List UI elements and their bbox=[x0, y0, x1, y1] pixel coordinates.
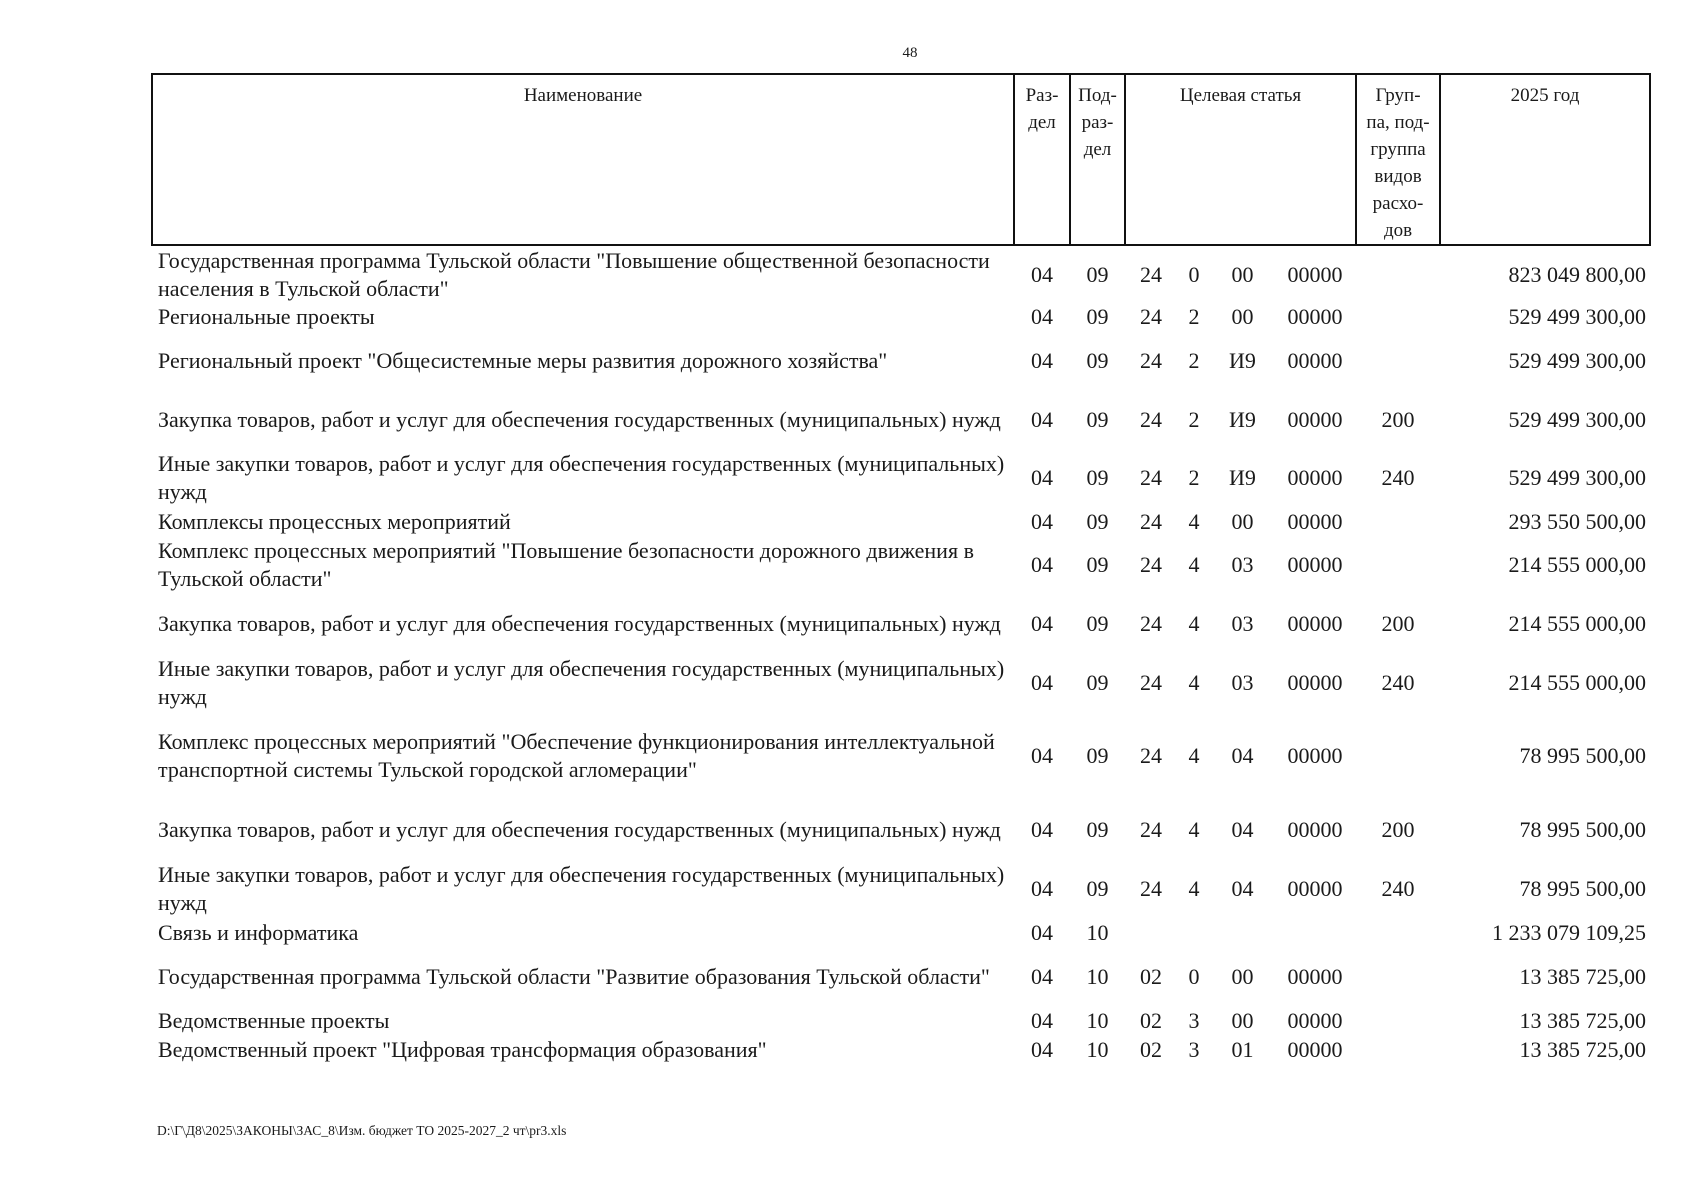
row-direction-code: 00000 bbox=[1287, 1007, 1343, 1033]
row-program-code bbox=[1125, 918, 1177, 947]
row-expense-group bbox=[1356, 947, 1440, 1006]
row-subprogram-code: 4 bbox=[1188, 610, 1200, 636]
row-program-code: 02 bbox=[1140, 1036, 1162, 1062]
row-name: Государственная программа Тульской области "Развитие образования Тульской области" bbox=[158, 963, 990, 989]
table-row bbox=[152, 390, 1650, 449]
row-name: Комплекс процессных мероприятий "Обеспечение функционирования интеллектуальной транспортной системы Тульской городской агломерации" bbox=[158, 729, 995, 782]
table-row bbox=[152, 947, 1650, 1006]
row-subprogram-code: 2 bbox=[1188, 406, 1200, 432]
header-section: Раз- дел bbox=[1014, 74, 1070, 245]
row-expense-group bbox=[1356, 536, 1440, 594]
row-subsection: 09 bbox=[1086, 508, 1109, 534]
row-subprogram-code: 3 bbox=[1188, 1036, 1200, 1062]
row-program-code: 24 bbox=[1140, 875, 1162, 901]
page-number: 48 bbox=[902, 45, 918, 61]
row-program-code: 24 bbox=[1140, 816, 1162, 842]
row-amount: 529 499 300,00 bbox=[1508, 465, 1647, 490]
row-expense-group bbox=[1356, 1006, 1440, 1035]
row-subprogram-code: 4 bbox=[1188, 508, 1200, 534]
row-expense-group bbox=[1356, 507, 1440, 536]
row-name: Закупка товаров, работ и услуг для обеспечения государственных (муниципальных) нужд bbox=[158, 816, 1001, 842]
row-subsection: 10 bbox=[1086, 1036, 1109, 1062]
row-subprogram-code: 0 bbox=[1188, 261, 1200, 287]
table-row bbox=[152, 331, 1650, 390]
table-row bbox=[152, 800, 1650, 859]
row-subsection: 09 bbox=[1086, 743, 1109, 768]
row-subprogram-code: 0 bbox=[1188, 963, 1200, 989]
table-row bbox=[152, 507, 1650, 536]
row-subsection: 09 bbox=[1086, 552, 1109, 577]
row-subsection: 09 bbox=[1086, 347, 1109, 373]
row-event-code: 00 bbox=[1231, 304, 1254, 329]
row-subsection: 10 bbox=[1086, 1007, 1109, 1033]
table-row bbox=[152, 1035, 1650, 1064]
table-row bbox=[152, 1006, 1650, 1035]
table-row bbox=[152, 536, 1650, 594]
footer-file-path: D:\Г\Д8\2025\ЗАКОНЫ\ЗАС_8\Изм. бюджет ТО 2025-2027_2 чт\pr3.xls bbox=[157, 1123, 567, 1138]
row-subprogram-code: 2 bbox=[1188, 304, 1200, 329]
row-amount: 78 995 500,00 bbox=[1519, 743, 1647, 768]
table-row bbox=[152, 653, 1650, 712]
row-event-code: 00 bbox=[1231, 508, 1254, 534]
row-direction-code: 00000 bbox=[1287, 508, 1343, 534]
row-name: Ведомственные проекты bbox=[158, 1007, 390, 1033]
header-target-article: Целевая статья bbox=[1125, 74, 1356, 245]
row-expense-group bbox=[1356, 303, 1440, 331]
row-direction-code: 00000 bbox=[1287, 406, 1343, 432]
row-subsection: 09 bbox=[1086, 875, 1109, 901]
row-name: Закупка товаров, работ и услуг для обеспечения государственных (муниципальных) нужд bbox=[158, 406, 1001, 432]
header-subsection: Под- раз- дел bbox=[1070, 74, 1125, 245]
row-name: Региональный проект "Общесистемные меры развития дорожного хозяйства" bbox=[158, 347, 888, 373]
table-row bbox=[152, 918, 1650, 947]
row-expense-group: 200 bbox=[1381, 816, 1415, 842]
row-subprogram-code: 4 bbox=[1188, 552, 1200, 577]
row-section: 04 bbox=[1031, 1036, 1053, 1062]
row-name: Комплекс процессных мероприятий "Повышение безопасности дорожного движения в Тульской области" bbox=[158, 538, 974, 591]
row-direction-code: 00000 bbox=[1287, 1036, 1343, 1062]
row-subprogram-code: 2 bbox=[1188, 465, 1200, 490]
row-program-code: 24 bbox=[1140, 552, 1162, 577]
row-amount: 13 385 725,00 bbox=[1519, 1036, 1647, 1062]
row-section: 04 bbox=[1031, 261, 1053, 287]
row-event-code: 00 bbox=[1231, 1007, 1254, 1033]
row-subsection: 10 bbox=[1086, 963, 1109, 989]
row-section: 04 bbox=[1031, 743, 1053, 768]
row-program-code: 02 bbox=[1140, 1007, 1162, 1033]
header-name: Наименование bbox=[152, 74, 1014, 245]
row-event-code: И9 bbox=[1229, 347, 1256, 373]
budget-table bbox=[151, 73, 1651, 1064]
table-row bbox=[152, 245, 1650, 303]
row-subsection: 09 bbox=[1086, 304, 1109, 329]
row-event-code: И9 bbox=[1229, 465, 1256, 490]
row-amount: 13 385 725,00 bbox=[1519, 963, 1647, 989]
row-name: Связь и информатика bbox=[158, 919, 359, 945]
row-expense-group bbox=[1356, 331, 1440, 390]
row-program-code: 24 bbox=[1140, 669, 1162, 695]
row-program-code: 24 bbox=[1140, 347, 1162, 373]
header-year: 2025 год bbox=[1440, 74, 1650, 245]
row-expense-group bbox=[1356, 1035, 1440, 1064]
row-section: 04 bbox=[1031, 963, 1053, 989]
row-program-code: 24 bbox=[1140, 406, 1162, 432]
row-direction-code: 00000 bbox=[1287, 347, 1343, 373]
row-direction-code: 00000 bbox=[1287, 552, 1343, 577]
row-expense-group bbox=[1356, 712, 1440, 800]
row-subsection: 09 bbox=[1086, 816, 1109, 842]
row-subsection: 09 bbox=[1086, 406, 1109, 432]
row-subprogram-code: 3 bbox=[1188, 1007, 1200, 1033]
row-expense-group bbox=[1356, 245, 1440, 303]
row-section: 04 bbox=[1031, 508, 1053, 534]
row-direction-code: 00000 bbox=[1287, 610, 1343, 636]
row-subprogram-code: 2 bbox=[1188, 347, 1200, 373]
row-event-code: 04 bbox=[1231, 743, 1254, 768]
row-direction-code: 00000 bbox=[1287, 669, 1343, 695]
row-amount: 214 555 000,00 bbox=[1508, 552, 1647, 577]
row-section: 04 bbox=[1031, 1007, 1053, 1033]
row-program-code: 24 bbox=[1140, 261, 1162, 287]
row-expense-group: 240 bbox=[1381, 465, 1415, 490]
row-section: 04 bbox=[1031, 406, 1053, 432]
row-event-code: 01 bbox=[1231, 1036, 1254, 1062]
row-event-code bbox=[1211, 918, 1274, 947]
row-subprogram-code: 4 bbox=[1188, 875, 1200, 901]
row-subsection: 09 bbox=[1086, 669, 1109, 695]
row-direction-code bbox=[1274, 918, 1356, 947]
row-event-code: 00 bbox=[1231, 261, 1254, 287]
row-expense-group: 200 bbox=[1381, 610, 1415, 636]
header-expense-group: Груп- па, под- группа видов расхо- дов bbox=[1356, 74, 1440, 245]
row-program-code: 24 bbox=[1140, 508, 1162, 534]
row-program-code: 24 bbox=[1140, 304, 1162, 329]
row-section: 04 bbox=[1031, 465, 1053, 490]
row-subsection: 09 bbox=[1086, 610, 1109, 636]
row-program-code: 24 bbox=[1140, 465, 1162, 490]
row-section: 04 bbox=[1031, 816, 1053, 842]
table-row bbox=[152, 859, 1650, 918]
row-name: Комплексы процессных мероприятий bbox=[158, 508, 511, 534]
row-subprogram-code: 4 bbox=[1188, 669, 1200, 695]
row-expense-group: 200 bbox=[1381, 406, 1415, 432]
table-row bbox=[152, 449, 1650, 507]
row-expense-group bbox=[1356, 918, 1440, 947]
row-section: 04 bbox=[1031, 919, 1053, 945]
row-name: Иные закупки товаров, работ и услуг для обеспечения государственных (муниципальных) нужд bbox=[158, 655, 1005, 709]
row-amount: 1 233 079 109,25 bbox=[1492, 919, 1647, 945]
row-program-code: 24 bbox=[1140, 743, 1162, 768]
row-section: 04 bbox=[1031, 669, 1053, 695]
row-amount: 529 499 300,00 bbox=[1508, 347, 1647, 373]
table-header bbox=[152, 74, 1650, 245]
row-amount: 78 995 500,00 bbox=[1519, 816, 1647, 842]
row-amount: 78 995 500,00 bbox=[1519, 875, 1647, 901]
row-name: Ведомственный проект "Цифровая трансформация образования" bbox=[158, 1036, 767, 1062]
row-section: 04 bbox=[1031, 347, 1053, 373]
row-amount: 823 049 800,00 bbox=[1508, 261, 1647, 287]
row-subprogram-code bbox=[1177, 918, 1211, 947]
row-direction-code: 00000 bbox=[1287, 963, 1343, 989]
table-row bbox=[152, 594, 1650, 653]
row-expense-group: 240 bbox=[1381, 669, 1415, 695]
row-event-code: 00 bbox=[1231, 963, 1254, 989]
table-row bbox=[152, 303, 1650, 331]
row-event-code: 03 bbox=[1231, 669, 1254, 695]
row-direction-code: 00000 bbox=[1287, 875, 1343, 901]
row-event-code: И9 bbox=[1229, 406, 1256, 432]
row-subsection: 09 bbox=[1086, 465, 1109, 490]
table-row bbox=[152, 712, 1650, 800]
row-subsection: 09 bbox=[1086, 261, 1109, 287]
row-event-code: 03 bbox=[1231, 552, 1254, 577]
row-section: 04 bbox=[1031, 304, 1053, 329]
row-name: Закупка товаров, работ и услуг для обеспечения государственных (муниципальных) нужд bbox=[158, 610, 1001, 636]
row-program-code: 24 bbox=[1140, 610, 1162, 636]
row-name: Региональные проекты bbox=[158, 304, 375, 329]
row-amount: 214 555 000,00 bbox=[1508, 610, 1647, 636]
row-direction-code: 00000 bbox=[1287, 465, 1343, 490]
row-direction-code: 00000 bbox=[1287, 261, 1343, 287]
row-event-code: 03 bbox=[1231, 610, 1254, 636]
row-direction-code: 00000 bbox=[1287, 743, 1343, 768]
row-subprogram-code: 4 bbox=[1188, 816, 1200, 842]
row-amount: 293 550 500,00 bbox=[1508, 508, 1647, 534]
row-amount: 214 555 000,00 bbox=[1508, 669, 1647, 695]
row-program-code: 02 bbox=[1140, 963, 1162, 989]
row-event-code: 04 bbox=[1231, 816, 1254, 842]
row-amount: 529 499 300,00 bbox=[1508, 304, 1647, 329]
row-section: 04 bbox=[1031, 610, 1053, 636]
row-direction-code: 00000 bbox=[1287, 816, 1343, 842]
row-name: Иные закупки товаров, работ и услуг для обеспечения государственных (муниципальных) нужд bbox=[158, 451, 1005, 504]
row-name: Государственная программа Тульской области "Повышение общественной безопасности населения в Тульской области" bbox=[158, 247, 990, 301]
row-event-code: 04 bbox=[1231, 875, 1254, 901]
row-name: Иные закупки товаров, работ и услуг для обеспечения государственных (муниципальных) нужд bbox=[158, 861, 1005, 915]
row-amount: 13 385 725,00 bbox=[1519, 1007, 1647, 1033]
row-section: 04 bbox=[1031, 875, 1053, 901]
table-body bbox=[152, 245, 1650, 1064]
row-direction-code: 00000 bbox=[1287, 304, 1343, 329]
row-subprogram-code: 4 bbox=[1188, 743, 1200, 768]
row-expense-group: 240 bbox=[1381, 875, 1415, 901]
row-amount: 529 499 300,00 bbox=[1508, 406, 1647, 432]
row-subsection: 10 bbox=[1086, 919, 1109, 945]
row-section: 04 bbox=[1031, 552, 1053, 577]
